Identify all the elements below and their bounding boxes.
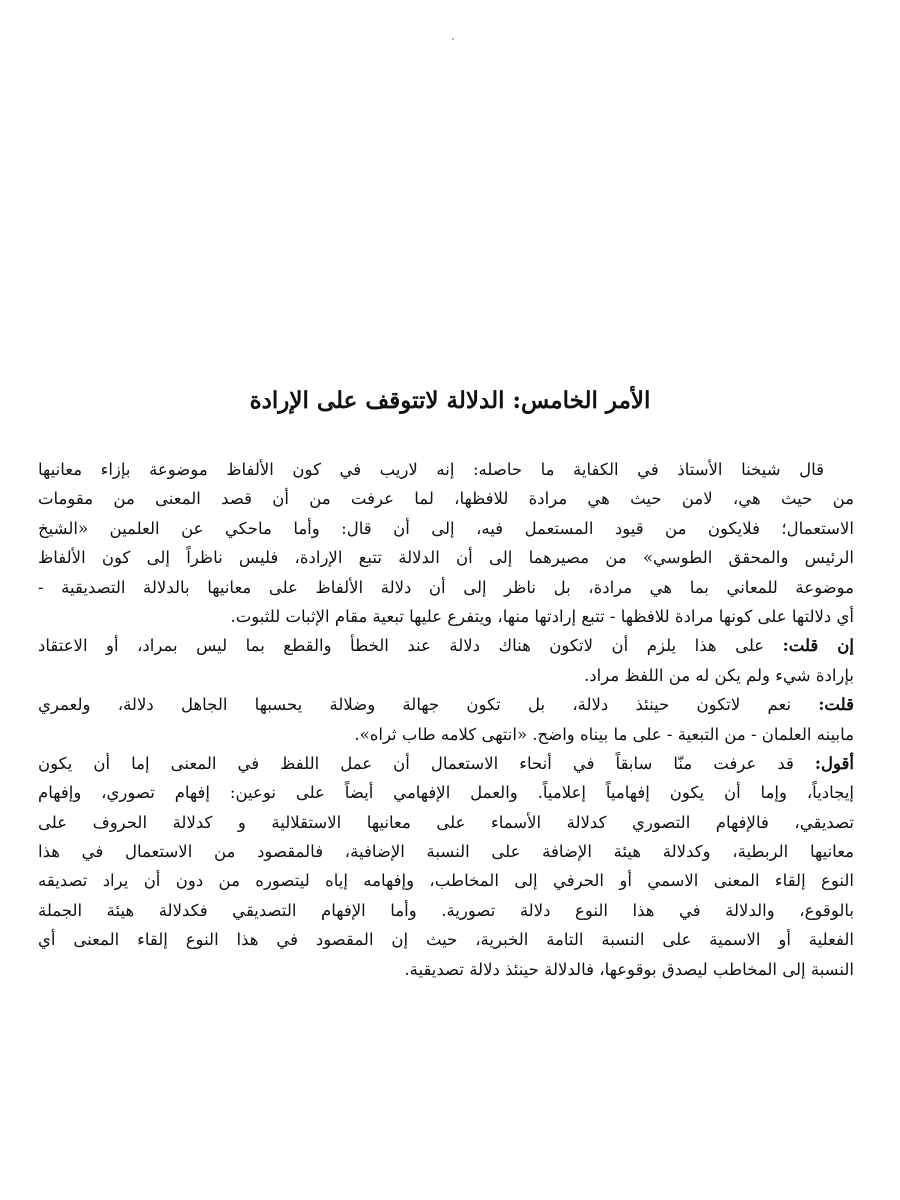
body-text	[38, 455, 854, 984]
paragraph-line: الرئيس والمحقق الطوسي» من مصيرهما إلى أن الدلالة تتبع الإرادة، فليس ناظراً إلى كون الألفاظ	[38, 548, 854, 568]
paragraph-line: أي دلالتها على كونها مرادة للافظها - تتبع إرادتها منها، ويتفرع عليها تبعية مقام الإثبات للثبوت.	[230, 606, 854, 626]
paragraph-line: النوع إلقاء المعنى الاسمي أو الحرفي إلى المخاطب، وإفهامه إياه ليتصوره من دون أن يراد تصديقه	[38, 871, 854, 891]
paragraph-line: تصديقي، فالإفهام التصوري كدلالة الأسماء على معانيها الاستقلالية و كدلالة الحروف على	[38, 812, 854, 832]
paragraph-line	[38, 690, 854, 719]
paragraph-lead: أقول:	[814, 753, 854, 773]
scan-speck	[452, 38, 454, 40]
paragraph-line: من حيث هي، لامن حيث هي مرادة للافظها، لما عرفت من أن قصد المعنى من مقومات	[38, 489, 854, 509]
paragraph-lead: قلت:	[818, 695, 854, 715]
paragraph-line-text: نعم لاتكون حينئذ دلالة، بل تكون جهالة وضلالة يحسبها الجاهل دلالة، ولعمري	[38, 695, 792, 715]
paragraph-line: الفعلية أو الاسمية على النسبة التامة الخبرية، حيث إن المقصود في هذا النوع إلقاء المعنى أي	[38, 930, 854, 950]
paragraph-line: موضوعة للمعاني بما هي مرادة، بل ناظر إلى أن دلالة الألفاظ على معانيها بالدلالة التصديقية -	[38, 577, 854, 597]
paragraph-line: الاستعمال؛ فلايكون من قيود المستعمل فيه، إلى أن قال: وأما ماحكي عن العلمين «الشيخ	[38, 518, 854, 538]
paragraph-line: بإرادة شيء ولم يكن له من اللفظ مراد.	[584, 665, 854, 685]
paragraph-line: قال شيخنا الأستاذ في الكفاية ما حاصله: إنه لاريب في كون الألفاظ موضوعة بإزاء معانيها	[38, 460, 824, 479]
paragraph-line	[38, 749, 854, 778]
paragraph-line: النسبة إلى المخاطب ليصدق بوقوعها، فالدلالة حينئذ دلالة تصديقية.	[404, 959, 854, 979]
paragraph-lead: إن قلت:	[782, 636, 854, 656]
paragraph-line: معانيها الربطية، وكدلالة هيئة الإضافة على النسبة الإضافية، فالمقصود من الاستعمال في هذا	[38, 842, 854, 862]
paragraph-line-text: على هذا يلزم أن لاتكون هناك دلالة عند الخطأ والقطع بما ليس بمراد، أو الاعتقاد	[38, 636, 765, 656]
paragraph-line: مابينه العلمان - من التبعية - على ما بيناه واضح. «انتهى كلامه طاب ثراه».	[354, 724, 854, 744]
paragraph-line	[38, 631, 854, 660]
section-heading: الأمر الخامس: الدلالة لاتتوقف على الإرادة	[249, 387, 651, 414]
paragraph-line-text: قد عرفت منّا سابقاً في أنحاء الاستعمال أن عمل اللفظ في المعنى إما أن يكون	[38, 753, 794, 773]
paragraph-line: إيجادياً، وإما أن يكون إفهامياً إعلامياً. والعمل الإفهامي أيضاً على نوعين: إفهام تصوري، وإفهام	[38, 783, 854, 803]
paragraph-line: بالوقوع، والدلالة في هذا النوع دلالة تصورية. وأما الإفهام التصديقي فكدلالة هيئة الجملة	[38, 900, 854, 920]
